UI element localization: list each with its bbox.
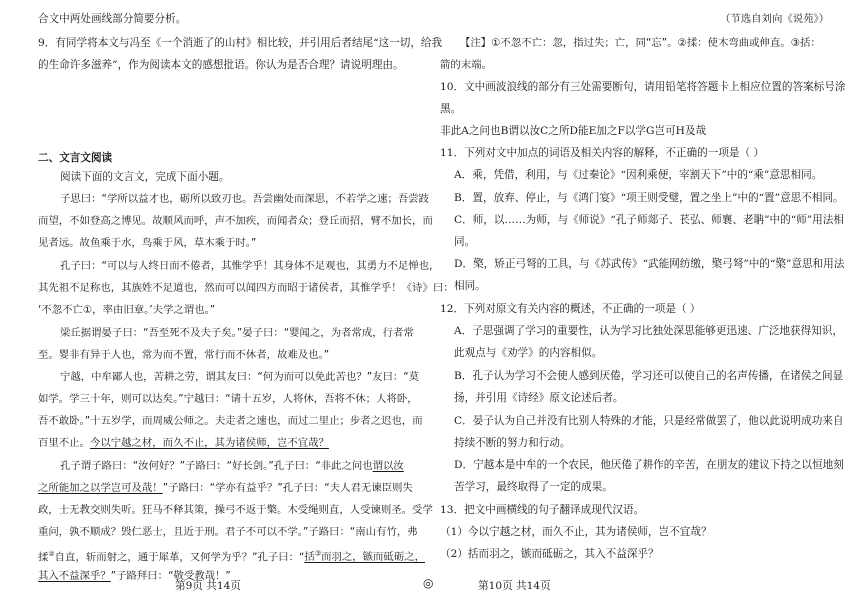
footnote-mark: ② [48, 550, 55, 558]
center-binding-mark: ◎ [423, 576, 434, 590]
underlined-sentence-2 [304, 551, 425, 563]
note-line-2: 箭的末端。 [440, 59, 492, 71]
passage-line [38, 481, 413, 495]
q13-stem: 13．把文中画横线的句子翻译成现代汉语。 [440, 504, 645, 516]
q12-option-b: B．孔子认为学习不会使人感到厌倦，学习还可以使自己的名声传播，在诸侯之间显 [454, 370, 844, 382]
passage-line [38, 436, 329, 450]
source-citation: （节选自刘向《说苑》） [720, 13, 830, 25]
passage-text: ”子路拜曰：“敬受教哉！” [110, 570, 231, 582]
q10-line-2: 黑。 [440, 103, 462, 115]
q11-stem: 11．下列对文中加点的词语及相关内容的解释，不正确的一项是（ ） [440, 147, 765, 159]
q12-option-c-cont: 持续不断的努力和行动。 [454, 437, 571, 449]
dotted-word: 揉 [38, 551, 49, 564]
q12-option-b-cont: 扬，并引用《诗经》原文论述后者。 [454, 392, 624, 404]
footnote-mark: ③ [314, 550, 322, 558]
passage-text: ”子路曰：“学亦有益乎？”孔子曰：“夫人君无谏臣则失 [162, 482, 413, 494]
wavy-segment: 谓以汝 [372, 460, 404, 472]
q11-option-c: C．师，以……为师，与《师说》“孔子师郯子、苌弘、师襄、老聃”中的“师”用法相 [454, 214, 844, 226]
q12-stem: 12．下列对原文有关内容的概述，不正确的一项是（ ） [440, 303, 701, 315]
q11-option-d: D．檠，矫正弓弩的工具，与《苏武传》“武能网纺缴，檠弓弩”中的“檠”意思和用法 [454, 258, 845, 270]
q11-option-d-cont: 相同。 [454, 280, 486, 292]
passage-line: 梁丘据谓晏子曰：“吾至死不及夫子矣。”晏子曰：“婴闻之，为者常成，行者常 [60, 327, 414, 339]
passage-line: 宁越，中牟鄙人也，苦耕之劳，谓其友曰：“何为而可以免此苦也？”友曰：“莫 [60, 371, 420, 383]
passage-line: 政，士无教交则失听。狂马不释其策，操弓不返于檠。木受绳则直，人受谏则圣。受学 [38, 504, 433, 516]
section-title: 二、文言文阅读 [38, 152, 113, 164]
passage-text: 自直，斩而射之，通于犀革，又何学为乎？”孔子曰：“ [54, 551, 305, 564]
q8-tail: 合文中两处画线部分简要分析。 [38, 13, 187, 25]
passage-line [60, 459, 404, 473]
passage-text: 孔子谓子路曰：“汝何好？”子路曰：“好长剑。”孔子曰：“非此之问也 [60, 460, 373, 472]
q9-line-2: 的生命许多滋养”，作为阅读本文的感想批语。你认为是否合理？请说明理由。 [38, 59, 404, 71]
q13-item-1: （1）今以宁越之材，而久不止，其为诸侯师，岂不宜哉？ [440, 526, 712, 538]
passage-line: 而望，不如登高之博见。故顺风而呼，声不加疾，而闻者众；登丘而招，臂不加长，而 [38, 215, 433, 227]
underlined-sentence-1: 今以宁越之材，而久不止，其为诸侯师，岂不宜哉？ [89, 437, 329, 449]
passage-line: 子思曰：“学所以益才也，砺所以致刃也。吾尝幽处而深思，不若学之速；吾尝跂 [60, 193, 430, 205]
q10-line-1: 10．文中画波浪线的部分有三处需要断句，请用铅笔将答题卡上相应位置的答案标号涂 [440, 81, 846, 93]
page-footer-right: 第10页 共14页 [478, 580, 551, 592]
passage-line: 见者远。故鱼乘于水，鸟乘于风，草木乘于时。” [38, 237, 257, 249]
passage-line: 其先祖不足称也，其族姓不足道也，然而可以闻四方而昭于诸侯者，其惟学乎！《诗》曰： [38, 282, 454, 294]
passage-text: 而羽之，镞而砥砺之， [321, 551, 425, 564]
q11-option-a: A．乘，凭借，利用，与《过秦论》“因利乘便，宰割天下”中的“乘”意思相同。 [454, 169, 823, 181]
page-footer-left: 第9页 共14页 [175, 580, 241, 592]
passage-text: 百里不止。 [38, 437, 90, 449]
q12-option-a: A．子思强调了学习的重要性，认为学习比独处深思能够更迅速、广泛地获得知识， [454, 325, 844, 337]
passage-line: 孔子曰：“可以与人终日而不倦者，其惟学乎！其身体不足观也，其勇力不足惮也， [60, 260, 440, 272]
passage-line [38, 547, 425, 564]
q11-option-c-cont: 同。 [454, 236, 476, 248]
q10-options: 非此A之问也B谓以汝C之所D能E加之F以学G岂可H及哉 [440, 125, 707, 137]
passage-line: 重问，孰不顺成？毁仁恶士，且近于刑。君子不可以不学。”子路曰：“南山有竹，弗 [38, 526, 418, 538]
q12-option-d-cont: 苦学习，最终取得了一定的成果。 [454, 481, 613, 493]
wavy-segment: 之所能加之以学岂可及哉！ [38, 482, 163, 494]
note-line-1: 【注】①不忽不亡：忽，指过失；亡，同“忘”。②揉：使木弯曲或伸直。③括： [460, 37, 821, 49]
instruction: 阅读下面的文言文，完成下面小题。 [60, 171, 230, 183]
q12-option-d: D．宁越本是中牟的一个农民，他厌倦了耕作的辛苦，在朋友的建议下持之以恒地刻 [454, 459, 844, 471]
passage-line: ‘不忽不亡①，率由旧章。’夫学之谓也。” [38, 304, 216, 316]
q9-line-1: 9．有同学将本文与冯至《一个消逝了的山村》相比较，并引用后者结尾“这一切，给我 [38, 37, 443, 49]
passage-line: 吾不敢卧。”十五岁学，而周威公师之。夫走者之速也，而过二里止；步者之迟也，而 [38, 415, 423, 427]
right-page [430, 0, 860, 607]
dotted-word: 括 [304, 551, 315, 564]
passage-line: 如学。学三十年，则可以达矣。”宁越曰：“请十五岁，人将休，吾将不休；人将卧， [38, 393, 418, 405]
underlined-sentence-2-cont: 其入不益深乎？ [38, 570, 111, 582]
passage-line: 至。婴非有异于人也，常为而不置，常行而不休者，故难及也。” [38, 349, 330, 361]
q12-option-c: C．晏子认为自己并没有比别人特殊的才能，只是经常做罢了，他以此说明成功来自 [454, 415, 844, 427]
q12-option-a-cont: 此观点与《劝学》的内容相似。 [454, 347, 603, 359]
q13-item-2: （2）括而羽之，镞而砥砺之，其入不益深乎？ [440, 548, 659, 560]
q11-option-b: B．置，放弃、停止，与《鸿门宴》“项王则受璧，置之坐上”中的“置”意思不相同。 [454, 192, 844, 204]
